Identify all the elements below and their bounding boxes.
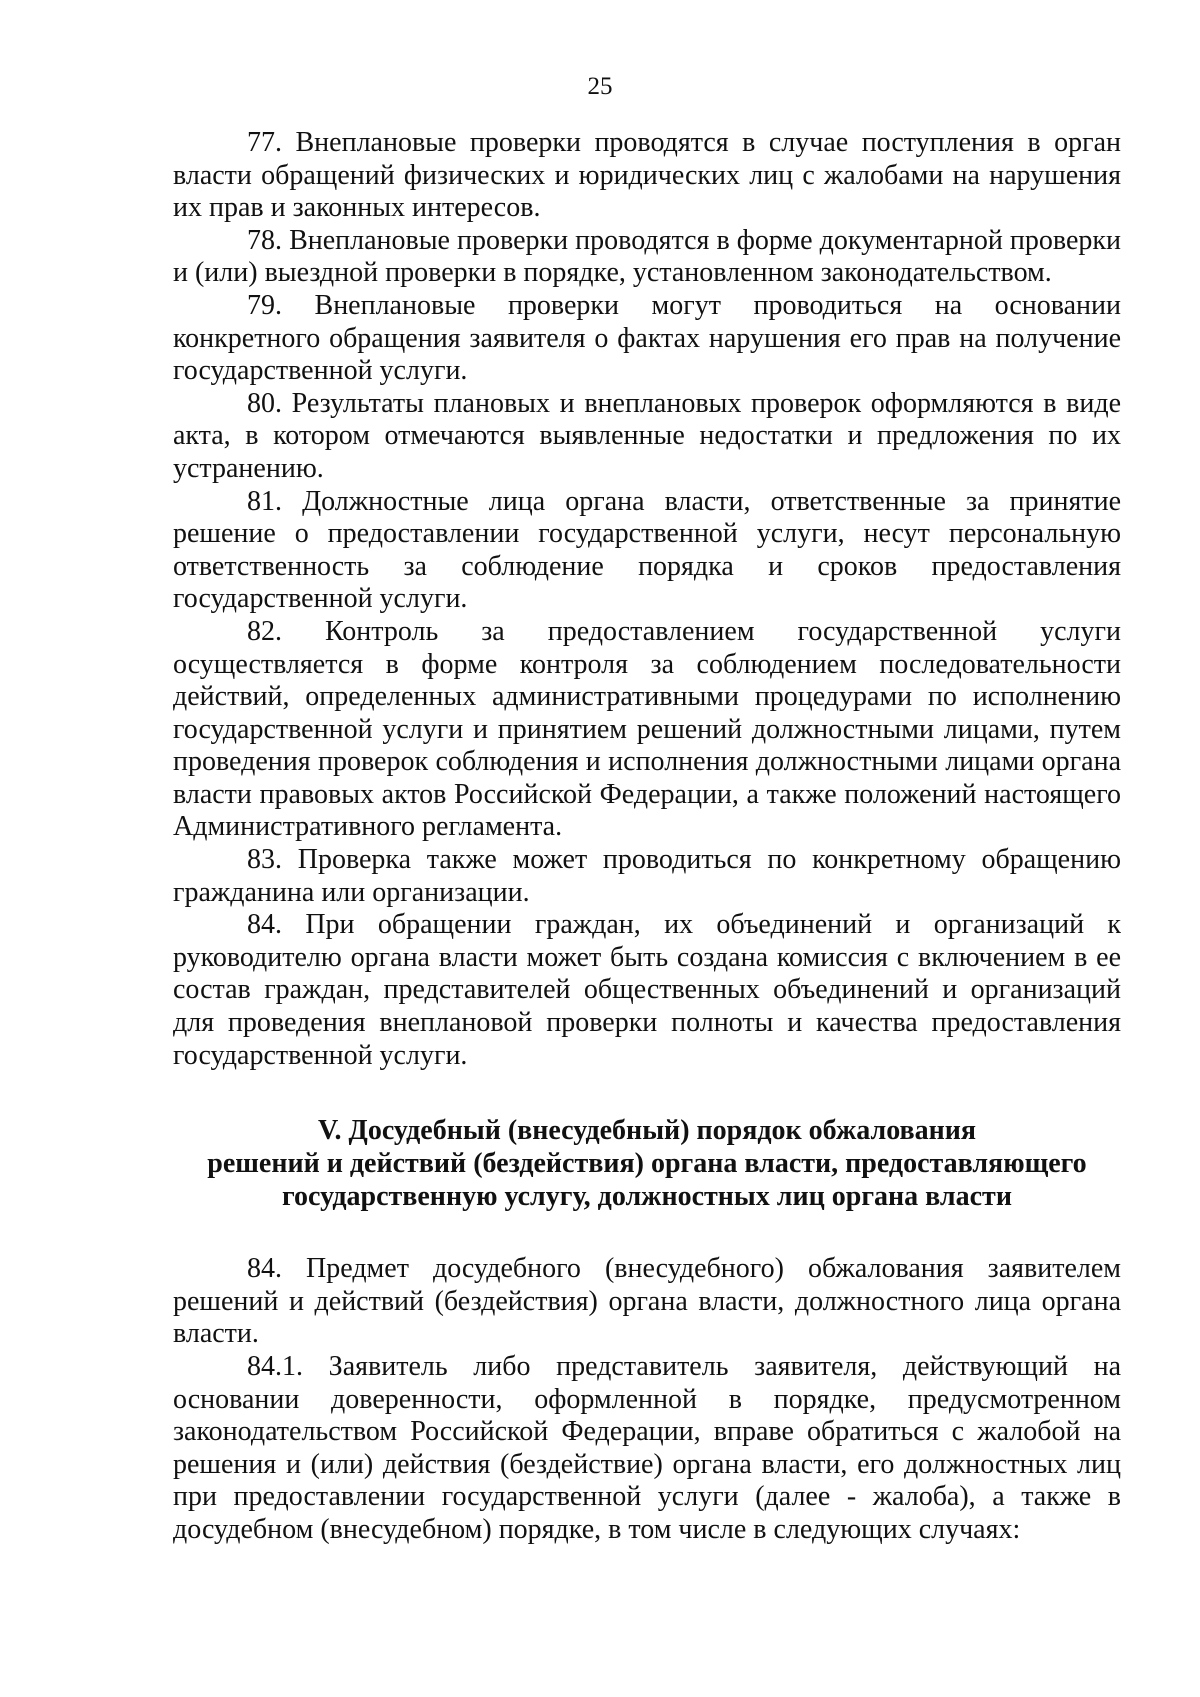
page-number: 25 xyxy=(587,73,613,100)
paragraph-84-subject: 84. Предмет досудебного (внесудебного) обжалования заявителем решений и действий (бездействия) органа власти, должностного лица органа власти. xyxy=(173,1253,1121,1350)
document-body xyxy=(173,127,1121,1547)
paragraph-81: 81. Должностные лица органа власти, ответственные за принятие решение о предоставлении государственной услуги, несут персональную ответственность за соблюдение порядка и сроков предоставления государственной услуги. xyxy=(173,485,1121,615)
paragraph-83: 83. Проверка также может проводиться по конкретному обращению гражданина или организации. xyxy=(173,844,1121,908)
section-heading xyxy=(173,1114,1121,1213)
paragraph-84-commission: 84. При обращении граждан, их объединений и организаций к руководителю органа власти может быть создана комиссия с включением в ее состав граждан, представителей общественных объединений и организаций для проведения внеплановой проверки полноты и качества предоставления государственной услуги. xyxy=(173,909,1121,1071)
section-heading-line: решений и действий (бездействия) органа власти, предоставляющего xyxy=(207,1148,1087,1180)
paragraph-79: 79. Внеплановые проверки могут проводиться на основании конкретного обращения заявителя о фактах нарушения его прав на получение государственной услуги. xyxy=(173,289,1121,387)
paragraph-80: 80. Результаты плановых и внеплановых проверок оформляются в виде акта, в котором отмечаются выявленные недостатки и предложения по их устранению. xyxy=(173,387,1121,484)
paragraph-82: 82. Контроль за предоставлением государственной услуги осуществляется в форме контроля за соблюдением последовательности действий, определенных административными процедурами по исполнению государственной услуги и принятием решений должностными лицами, путем проведения проверок соблюдения и исполнения должностными лицами органа власти правовых актов Российской Федерации, а также положений настоящего Административного регламента. xyxy=(173,615,1121,843)
paragraph-78: 78. Внеплановые проверки проводятся в форме документарной проверки и (или) выездной проверки в порядке, установленном законодательством. xyxy=(173,224,1121,289)
section-heading-line: V. Досудебный (внесудебный) порядок обжалования xyxy=(317,1115,977,1147)
paragraph-77: 77. Внеплановые проверки проводятся в случае поступления в орган власти обращений физических и юридических лиц с жалобами на нарушения их прав и законных интересов. xyxy=(173,127,1121,224)
section-heading-line: государственную услугу, должностных лиц органа власти xyxy=(282,1181,1012,1213)
paragraph-84-1: 84.1. Заявитель либо представитель заявителя, действующий на основании доверенности, оформленной в порядке, предусмотренном законодательством Российской Федерации, вправе обратиться с жалобой на решения и (или) действия (бездействие) органа власти, его должностных лиц при предоставлении государственной услуги (далее - жалоба), а также в досудебном (внесудебном) порядке, в том числе в следующих случаях: xyxy=(173,1351,1121,1545)
